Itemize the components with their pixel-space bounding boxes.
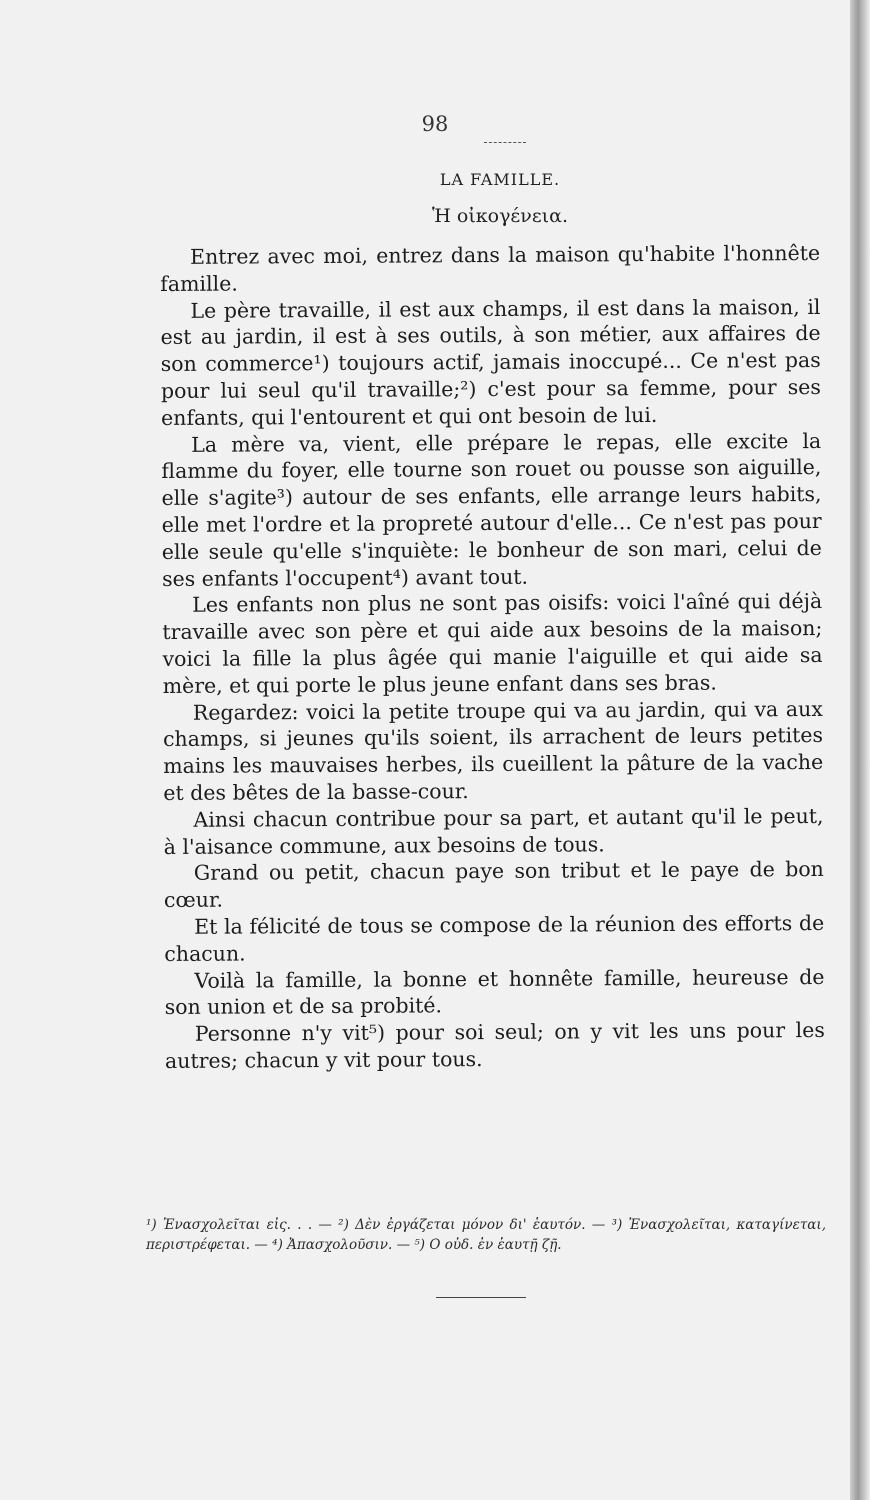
- footnotes: ¹) Ἐνασχολεῖται εἰς. . . — ²) Δὲν ἐργάζεται μόνον δι' ἑαυτόν. — ³) Ἐνασχολεῖται, καταγίνεται, περιστρέφεται. — ⁴) Ἀπασχολοῦσιν. — ⁵) Ο οὐδ. ἐν ἑαυτῇ ζῇ.: [146, 1217, 826, 1253]
- paragraph: Personne n'y vit⁵) pour soi seul; on y vit les uns pour les autres; chacun y vit pour tous.: [164, 1018, 825, 1073]
- paragraph: La mère va, vient, elle prépare le repas, elle excite la flamme du foyer, elle tourne son rouet ou pousse son aiguille, elle s'agite³) autour de ses enfants, elle arrange leurs habits, elle met l'ordre et la propreté autour d'elle... Ce n'est pas pour elle seule qu'elle s'inquiète: le bonheur de son mari, celui de ses enfants l'occupent⁴) avant tout.: [161, 428, 822, 591]
- body-text: [160, 240, 825, 1075]
- paragraph: Regardez: voici la petite troupe qui va au jardin, qui va aux champs, si jeunes qu'ils soient, ils arrachent de leurs petites mains les mauvaises herbes, ils cueillent la pâture de la vache et des bêtes de la basse-cour.: [162, 696, 824, 805]
- chapter-title: LA FAMILLE.: [439, 170, 561, 189]
- paragraph: Le père travaille, il est aux champs, il est dans la maison, il est au jardin, il est à ses outils, à son métier, aux affaires de son commerce¹) toujours actif, jamais inoccupé... Ce n'est pas pour lui seul qu'il travaille;²) c'est pour sa femme, pour ses enfants, qui l'entourent et qui ont besoin de lui.: [160, 294, 821, 430]
- page-edge-shadow: [850, 0, 870, 1500]
- paragraph: Grand ou petit, chacun paye son tribut et le paye de bon cœur.: [163, 857, 824, 913]
- chapter-subtitle-greek: Ἡ οἰκογένεια.: [431, 205, 568, 227]
- ornament-divider: [484, 142, 526, 143]
- paragraph: Entrez avec moi, entrez dans la maison qu'habite l'honnête famille.: [160, 240, 821, 296]
- page-number: 98: [421, 112, 449, 136]
- paragraph: Et la félicité de tous se compose de la réunion des efforts de chacun.: [164, 910, 825, 966]
- paragraph: Voilà la famille, la bonne et honnête famille, heureuse de son union et de sa probité.: [164, 964, 825, 1020]
- paragraph: Ainsi chacun contribue pour sa part, et autant qu'il le peut, à l'aisance commune, aux besoins de tous.: [163, 803, 824, 859]
- end-rule: [436, 1297, 526, 1298]
- paragraph: Les enfants non plus ne sont pas oisifs: voici l'aîné qui déjà travaille avec son père et qui aide aux besoins de la maison; voici la fille la plus âgée qui manie l'aiguille et qui aide sa mère, et qui porte le plus jeune enfant dans ses bras.: [162, 589, 823, 698]
